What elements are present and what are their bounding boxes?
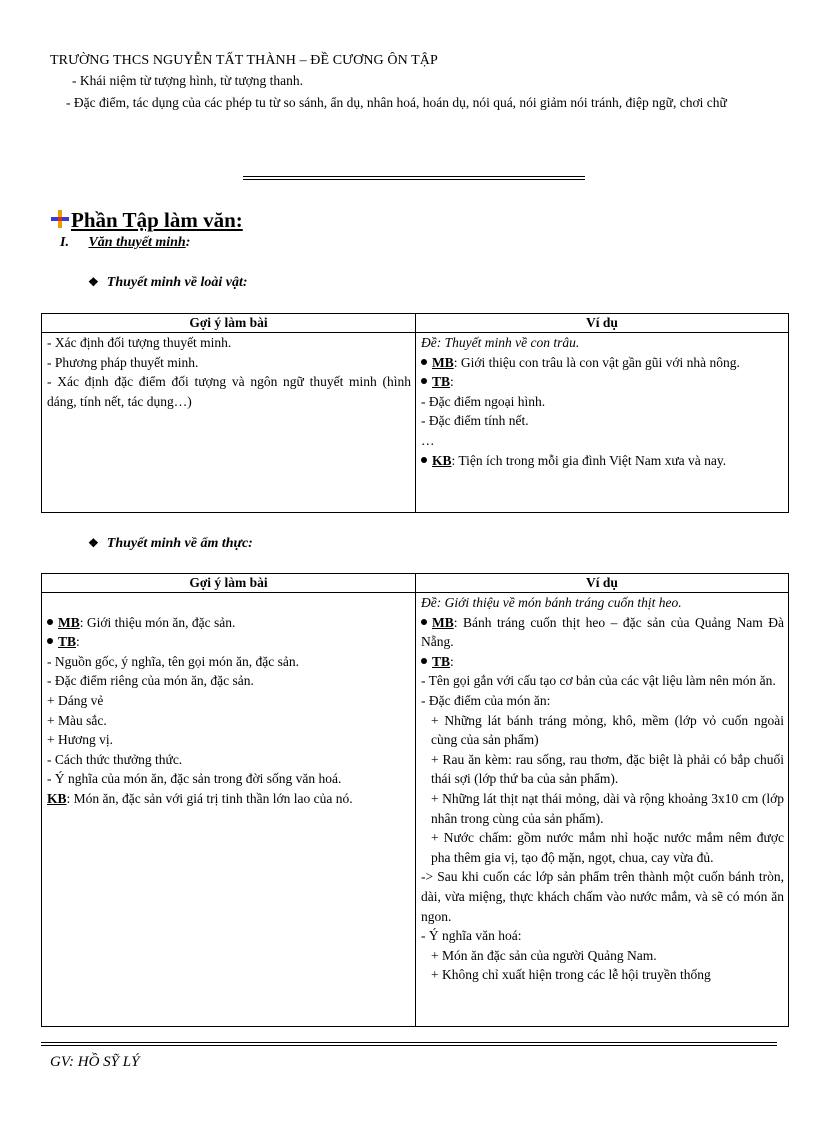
example-intro: MB: Bánh tráng cuốn thịt heo – đặc sản của Quảng Nam Đà Nẵng. bbox=[421, 614, 784, 650]
diamond-bullet-icon: ❖ bbox=[88, 536, 99, 550]
review-item-onomatopoeia: - Khái niệm từ tượng hình, từ tượng thanh. bbox=[72, 73, 304, 88]
list-item: - Đặc điểm của món ăn: bbox=[421, 692, 551, 708]
list-item: - Đặc điểm ngoại hình. bbox=[421, 393, 546, 409]
list-item: - Ý nghĩa văn hoá: bbox=[421, 928, 522, 944]
guide-intro: MB: Giới thiệu món ăn, đặc sản. bbox=[47, 613, 411, 633]
list-item: + Những lát thịt nạt thái mỏng, dài và rộng khoảng 3x10 cm (lớp nhân trong cùng của sản phẩm). bbox=[431, 790, 784, 826]
bullet-dot-icon bbox=[47, 638, 53, 644]
subsection-colon: : bbox=[185, 235, 191, 250]
document-header: TRƯỜNG THCS NGUYỄN TẤT THÀNH – ĐỀ CƯƠNG ÔN TẬP bbox=[50, 53, 438, 68]
list-item: + Những lát bánh tráng mỏng, khô, mềm (lớp vỏ cuốn ngoài cùng của sản phẩm) bbox=[431, 712, 784, 748]
list-item: - Nguồn gốc, ý nghĩa, tên gọi món ăn, đặc sản. bbox=[47, 653, 299, 669]
table-cell-example bbox=[416, 333, 789, 513]
table-cell-example bbox=[416, 593, 789, 1027]
bullet-dot-icon bbox=[421, 658, 427, 664]
example-intro: MB: Giới thiệu con trâu là con vật gần gũi với nhà nông. bbox=[421, 353, 784, 373]
list-item: - Ý nghĩa của món ăn, đặc sản trong đời sống văn hoá. bbox=[47, 771, 342, 787]
list-item: - Cách thức thưởng thức. bbox=[47, 751, 183, 767]
subsection-heading bbox=[60, 235, 190, 251]
example-conclusion: KB: Tiện ích trong mỗi gia đình Việt Nam xưa và nay. bbox=[421, 451, 784, 471]
footer-teacher: GV: HỒ SỸ LÝ bbox=[50, 1054, 140, 1070]
table-cell-guide bbox=[42, 333, 416, 513]
example-body-label: TB: bbox=[421, 372, 784, 392]
section-divider bbox=[243, 176, 585, 180]
table-header-example: Ví dụ bbox=[416, 574, 789, 593]
table-header-example: Ví dụ bbox=[416, 314, 789, 333]
bullet-dot-icon bbox=[421, 619, 427, 625]
footer-divider bbox=[41, 1042, 777, 1046]
table-cell-guide bbox=[42, 593, 416, 1027]
list-item: + Món ăn đặc sản của người Quảng Nam. bbox=[431, 947, 657, 963]
example-title: Đề: Giới thiệu về món bánh tráng cuốn thịt heo. bbox=[421, 595, 682, 610]
list-item: + Hương vị. bbox=[47, 732, 113, 748]
list-item: … bbox=[421, 432, 435, 448]
bullet-dot-icon bbox=[421, 359, 427, 365]
section-title-text: Phần Tập làm văn: bbox=[71, 208, 243, 232]
list-item: - Đặc điểm riêng của món ăn, đặc sản. bbox=[47, 673, 254, 689]
list-item: + Dáng vẻ bbox=[47, 692, 104, 708]
guide-conclusion: KB: Món ăn, đặc sản với giá trị tinh thần lớn lao của nó. bbox=[47, 790, 353, 806]
bullet-dot-icon bbox=[421, 378, 427, 384]
topic-cuisine-heading bbox=[88, 536, 253, 552]
topic-animals-title: Thuyết minh về loài vật: bbox=[106, 275, 248, 290]
list-item: -> Sau khi cuốn các lớp sản phẩm trên thành một cuốn bánh tròn, dài, vừa miệng, thực khách chấm vào nước mắm, và sẽ có món ăn ngon. bbox=[421, 869, 784, 924]
table-animals bbox=[41, 313, 789, 513]
diamond-bullet-icon: ❖ bbox=[88, 275, 99, 289]
bullet-dot-icon bbox=[47, 619, 53, 625]
list-item: + Rau ăn kèm: rau sống, rau thơm, đặc biệt là phải có bắp chuối thái sợi (lớp thứ ba của sản phẩm). bbox=[431, 751, 784, 787]
list-item: - Phương pháp thuyết minh. bbox=[47, 354, 199, 370]
list-item: + Không chỉ xuất hiện trong các lễ hội truyền thống bbox=[431, 967, 711, 983]
section-bullet-icon bbox=[50, 209, 70, 229]
guide-body-label: TB: bbox=[47, 632, 411, 652]
list-item: + Màu sắc. bbox=[47, 712, 107, 728]
roman-numeral: I. bbox=[60, 235, 69, 250]
table-header-guide: Gợi ý làm bài bbox=[42, 574, 416, 593]
subsection-title: Văn thuyết minh bbox=[88, 235, 186, 250]
example-title: Đề: Thuyết minh về con trâu. bbox=[421, 335, 580, 350]
list-item: - Xác định đặc điểm đối tượng và ngôn ngữ thuyết minh (hình dáng, tính nết, tác dụng…) bbox=[47, 374, 411, 409]
list-item: - Xác định đối tượng thuyết minh. bbox=[47, 335, 232, 350]
table-cuisine bbox=[41, 573, 789, 1027]
list-item: + Nước chấm: gồm nước mắm nhỉ hoặc nước mắm nêm được pha thêm gia vị, tạo độ mặn, ngọt, chua, cay vừa đủ. bbox=[431, 830, 784, 865]
topic-cuisine-title: Thuyết minh về ẩm thực: bbox=[106, 536, 253, 551]
example-body-label: TB: bbox=[421, 652, 784, 672]
bullet-dot-icon bbox=[421, 457, 427, 463]
list-item: - Tên gọi gắn với cấu tạo cơ bản của các vật liệu làm nên món ăn. bbox=[421, 673, 776, 689]
review-item-rhetoric: - Đặc điểm, tác dụng của các phép tu từ so sánh, ẩn dụ, nhân hoá, hoán dụ, nói quá, nói giảm nói tránh, điệp ngữ, chơi chữ bbox=[66, 95, 727, 110]
list-item: - Đặc điểm tính nết. bbox=[421, 413, 529, 429]
topic-animals-heading bbox=[88, 275, 248, 291]
table-header-guide: Gợi ý làm bài bbox=[42, 314, 416, 333]
section-title bbox=[50, 208, 243, 233]
